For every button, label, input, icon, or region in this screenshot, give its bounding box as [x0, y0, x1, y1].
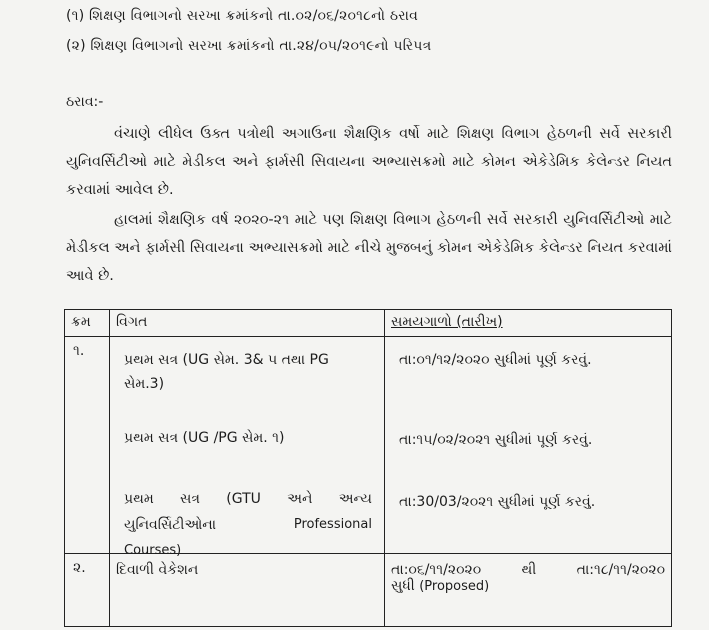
word: અન્ય	[338, 491, 372, 507]
detail-first-term-ug-pg: પ્રથમ સત્ર (UG સેમ. 3& ૫ તથા PG સેમ.3)	[124, 352, 329, 392]
row-number: ૧.	[65, 337, 110, 554]
academic-calendar-table	[64, 309, 672, 627]
period-first-term-sem1: તા:૧૫/૦૨/૨૦૨૧ સુધીમાં પૂર્ણ કરવું.	[399, 432, 593, 448]
header-period	[385, 310, 672, 337]
detail-gtu-line2	[124, 512, 372, 538]
row-detail-cell	[110, 337, 385, 558]
reference-2: (૨) શિક્ષણ વિભાગનો સરખા ક્રમાંકનો તા.૨૪/૦૫/૨૦૧૯નો પરિપત્ર	[66, 38, 432, 54]
word: સત્ર	[180, 491, 200, 507]
date-from: તા:૦૬/૧૧/૨૦૨૦	[391, 562, 482, 578]
row-period-cell	[385, 337, 672, 554]
paragraph-1: વંચાણે લીધેલ ઉક્ત પત્રોથી અગાઉના શૈક્ષણિક વર્ષો માટે શિક્ષણ વિભાગ હેઠળની સર્વે સરકારી યુનિવર્સિટીઓ માટે મેડીકલ અને ફાર્મસી સિવાયના અભ્યાસક્રમો માટે કોમન એકેડેમિક કેલેન્ડર નિયત કરવામાં આવેલ છે.	[66, 126, 672, 198]
ruling-heading: ઠરાવ:-	[66, 94, 104, 110]
reference-1: (૧) શિક્ષણ વિભાગનો સરખા ક્રમાંકનો તા.૦૨/૦૬/૨૦૧૮નો ઠરાવ	[66, 8, 418, 24]
detail-gtu-line3: Courses)	[124, 543, 182, 558]
date-suffix: સુધી	[391, 578, 415, 594]
header-detail: વિગત	[110, 310, 385, 337]
table-row	[65, 337, 672, 554]
period-first-term-gtu: તા:30/03/૨૦૨૧ સુધીમાં પૂર્ણ કરવું.	[399, 494, 596, 510]
row-number: ૨.	[65, 554, 110, 627]
detail-first-term-sem1: પ્રથમ સત્ર (UG /PG સેમ. ૧)	[124, 430, 285, 446]
detail-diwali-vacation: દિવાળી વેકેશન	[110, 554, 385, 627]
table-header-row	[65, 310, 672, 337]
header-period-text: સમયગાળો (તારીખ)	[391, 314, 503, 330]
diwali-dates	[391, 562, 665, 578]
detail-gtu-line1	[124, 486, 372, 512]
table-row	[65, 554, 672, 627]
period-first-term-ug-pg: તા:૦૧/૧૨/૨૦૨૦ સુધીમાં પૂર્ણ કરવું.	[399, 352, 592, 368]
word: યુનિવર્સિટીઓના	[124, 517, 217, 533]
diwali-suffix-line	[391, 578, 665, 594]
date-connector: થી	[521, 562, 537, 578]
word: પ્રથમ	[124, 491, 154, 507]
header-number: ક્રમ	[65, 310, 110, 337]
word: Professional	[293, 517, 372, 532]
period-diwali-vacation	[385, 554, 672, 627]
detail-first-term-gtu	[124, 486, 372, 564]
date-to: તા:૧૮/૧૧/૨૦૨૦	[576, 562, 665, 578]
proposed-note: (Proposed)	[419, 579, 490, 594]
paragraph-2: હાલમાં શૈક્ષણિક વર્ષ ૨૦૨૦-૨૧ માટે પણ શિક્ષણ વિભાગ હેઠળની સર્વે સરકારી યુનિવર્સિટીઓ માટે મેડીકલ અને ફાર્મસી સિવાયના અભ્યાસક્રમો માટે નીચે મુજબનું કોમન એકેડેમિક કેલેન્ડર નિયત કરવામાં આવે છે.	[66, 212, 672, 284]
word: અને	[287, 491, 313, 507]
word: (GTU	[226, 491, 261, 507]
